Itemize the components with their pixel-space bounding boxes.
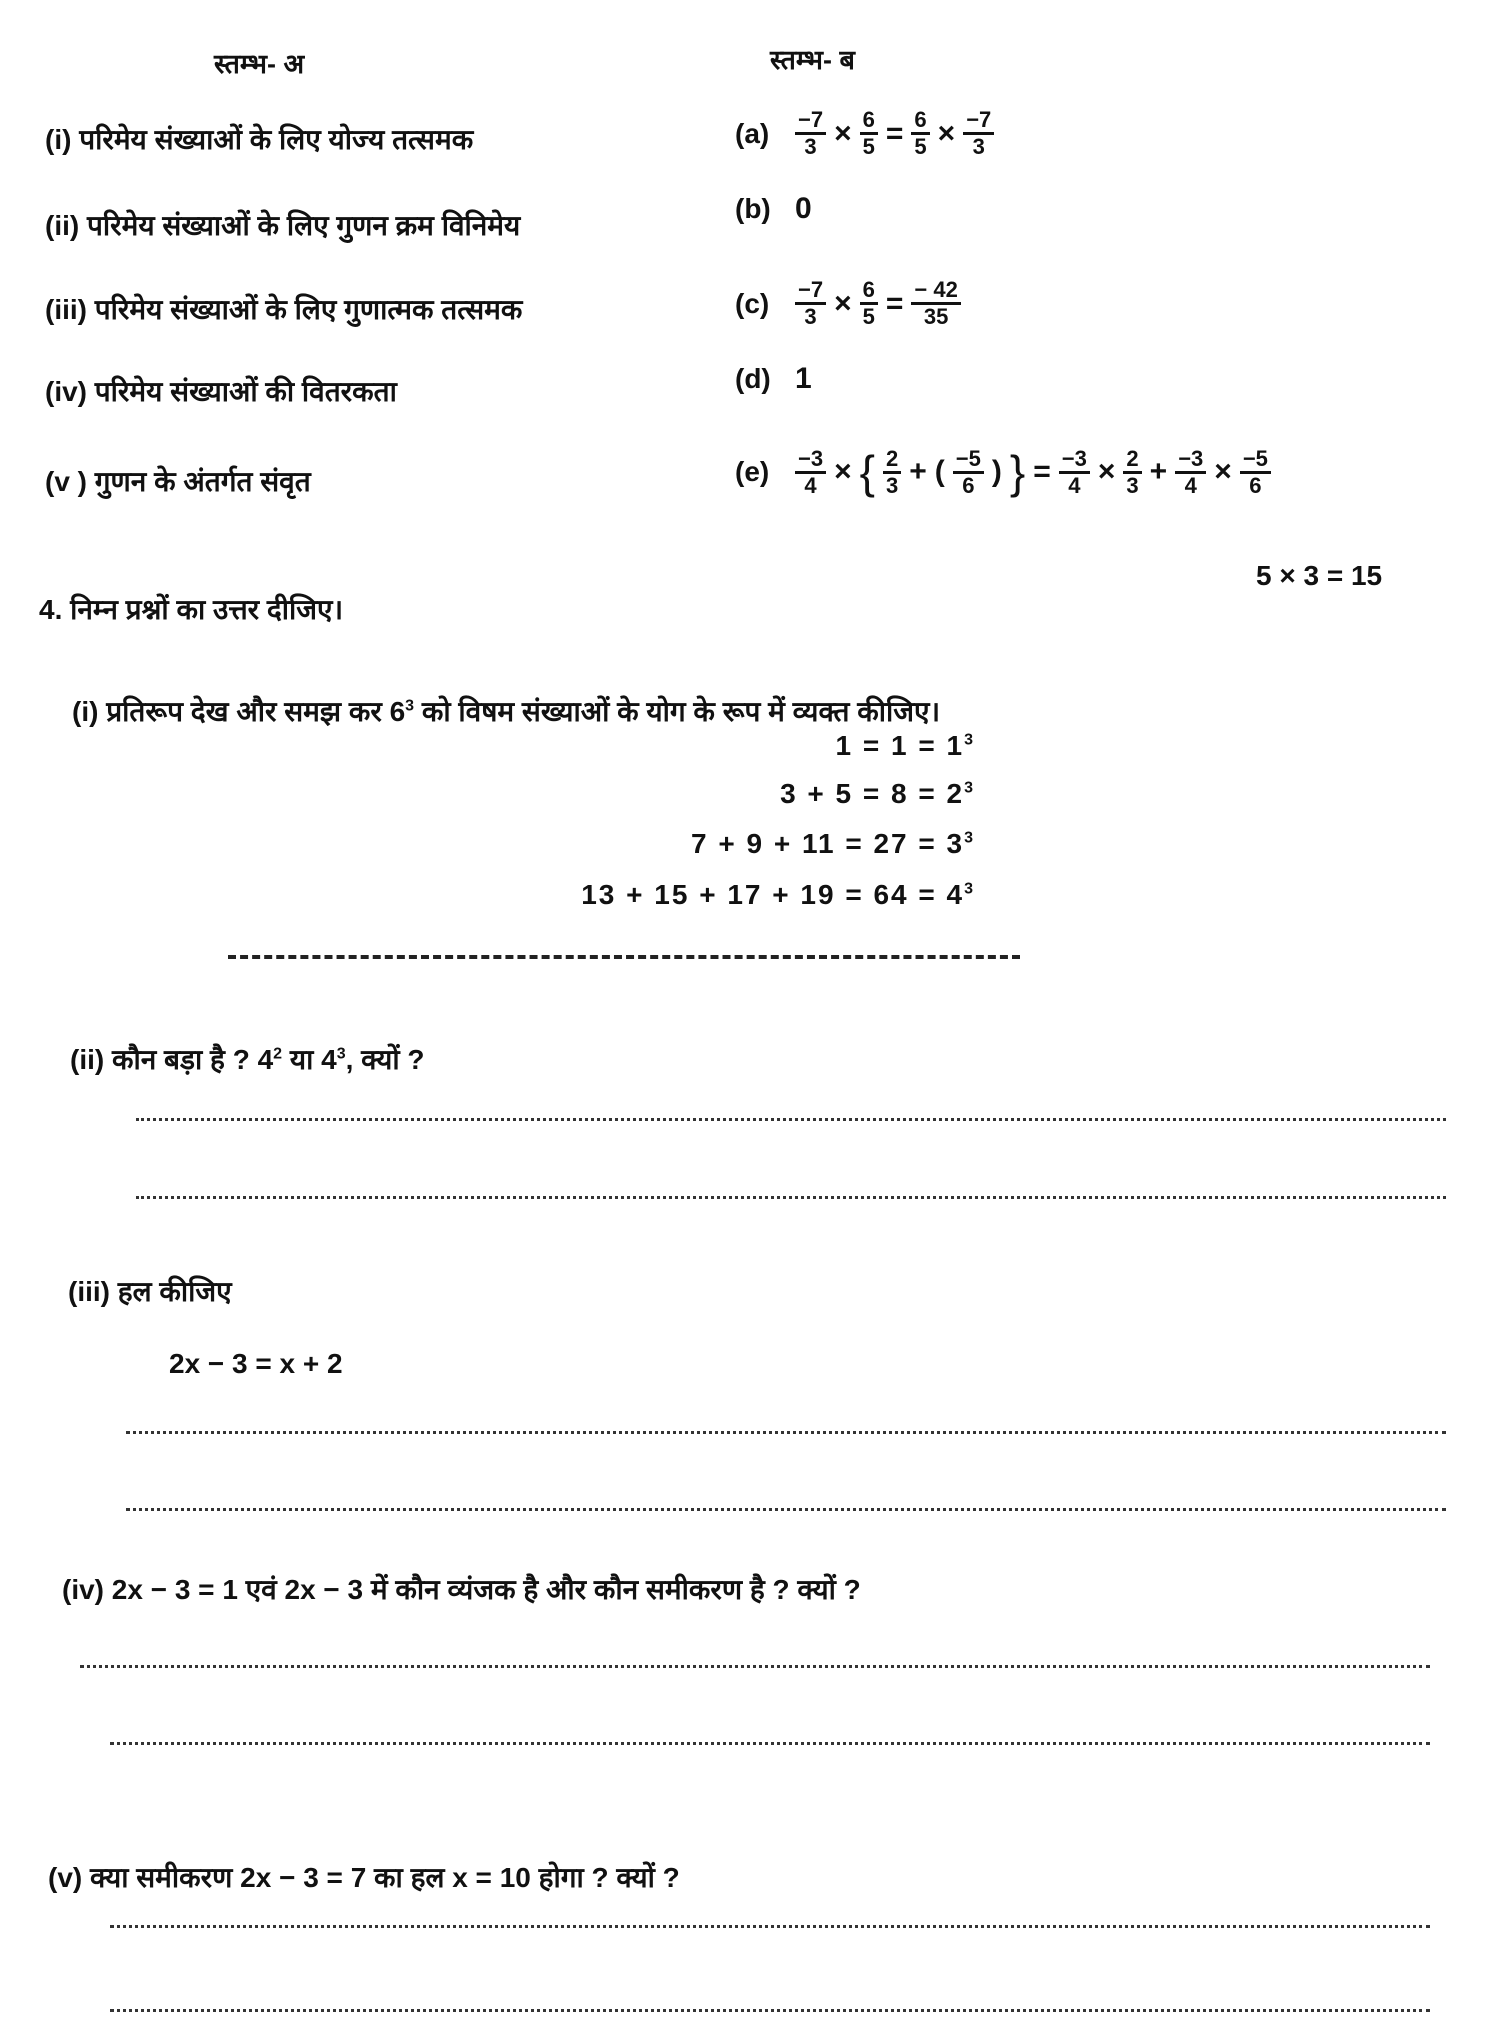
fraction [911,278,960,329]
operator: × [1214,455,1232,488]
denominator: 4 [1068,472,1081,498]
pattern-line [691,828,975,860]
question-4-i [72,692,940,730]
text: 3 [964,880,975,898]
operator: + [909,455,927,488]
question-4-iv: (iv) 2x − 3 = 1 एवं 2x − 3 में कौन व्यंजक है और कौन समीकरण है ? क्यों ? [62,1574,861,1605]
operator: × [937,116,956,150]
operator: { [859,446,875,498]
operator: × [834,455,852,488]
column-b-item [735,445,1271,499]
item-label: (c) [735,287,770,319]
answer-line[interactable] [110,2009,1430,2012]
numerator: 6 [911,108,929,135]
item-label: (a) [735,117,770,149]
numerator: −3 [1059,447,1090,474]
text: (ii) कौन बड़ा है ? 4 [70,1044,274,1075]
operator: ) [991,455,1002,488]
pattern-line [836,730,975,762]
q4-i-sup: 3 [405,697,415,715]
denominator: 35 [923,304,949,329]
column-b-item [735,362,812,396]
denominator: 6 [1249,472,1262,498]
value: 0 [795,192,812,225]
item-label: (d) [735,363,771,394]
operator: + [1149,455,1168,488]
equation: 2x − 3 = x + 2 [169,1348,343,1379]
text: 13 + 15 + 17 + 19 = 64 = 4 [581,879,965,910]
denominator: 3 [972,134,985,159]
fraction [795,278,826,329]
operator: ( [934,455,945,488]
fraction [1059,447,1090,498]
denominator: 5 [862,304,875,329]
fraction [883,447,901,498]
marks-label: 5 × 3 = 15 [1256,560,1383,591]
value: 1 [795,362,812,395]
numerator: −3 [795,447,826,474]
denominator: 6 [962,472,975,498]
fraction [911,108,929,159]
text: 1 = 1 = 1 [835,730,965,761]
operator: = [885,116,904,150]
numerator: 2 [883,447,901,474]
text: 3 [964,731,975,749]
operator: = [1033,455,1051,488]
column-b-heading: स्तम्भ- ब [770,45,855,75]
column-a-item: (iv) परिमेय संख्याओं की वितरकता [45,376,397,407]
fraction [953,447,984,498]
answer-line[interactable] [136,1118,1446,1121]
operator: } [1009,446,1026,498]
text: 3 [964,829,975,847]
answer-line[interactable] [126,1431,1446,1434]
operator: × [834,286,852,320]
denominator: 4 [1184,472,1197,498]
text: 3 [336,1045,346,1063]
operator: × [834,116,852,150]
column-a-heading: स्तम्भ- अ [214,49,305,79]
numerator: 6 [860,108,878,135]
fraction [860,108,878,159]
answer-line[interactable] [136,1196,1446,1199]
pattern-line [581,879,975,911]
fraction [1175,447,1206,498]
fraction [1240,447,1271,498]
item-label: (b) [735,193,771,224]
text: या 4 [282,1044,337,1075]
question-4-v: (v) क्या समीकरण 2x − 3 = 7 का हल x = 10 होगा ? क्यों ? [48,1862,680,1893]
text: 3 [964,779,975,797]
denominator: 5 [914,134,927,159]
numerator: 6 [860,278,878,305]
answer-line[interactable] [228,955,1020,959]
answer-line[interactable] [126,1508,1446,1511]
numerator: 2 [1123,447,1141,474]
text: 2 [273,1045,283,1063]
denominator: 3 [804,134,817,159]
numerator: −7 [795,108,826,135]
q4-i-text: (i) प्रतिरूप देख और समझ कर 6 [72,696,406,727]
item-label: (e) [735,456,770,487]
column-a-item: (ii) परिमेय संख्याओं के लिए गुणन क्रम विनिमेय [45,210,521,241]
numerator: −5 [1240,447,1271,474]
answer-line[interactable] [110,1742,1430,1745]
fraction [860,278,878,329]
operator: × [1097,455,1116,488]
column-b-item [735,108,994,159]
column-a-item: (iii) परिमेय संख्याओं के लिए गुणात्मक तत्समक [45,294,523,325]
pattern-line [780,778,975,810]
column-a-item: (v ) गुणन के अंतर्गत संवृत [45,466,311,497]
denominator: 4 [804,472,817,498]
denominator: 3 [886,472,899,498]
question-4-title: 4. निम्न प्रश्नों का उत्तर दीजिए। [39,594,344,625]
denominator: 5 [862,134,875,159]
numerator: −7 [963,108,994,135]
numerator: − 42 [911,278,960,305]
question-4-iii: (iii) हल कीजिए [68,1276,232,1307]
column-a-item: (i) परिमेय संख्याओं के लिए योज्य तत्समक [45,124,474,155]
q4-i-text-after: को विषम संख्याओं के योग के रूप में व्यक्त कीजिए। [414,696,941,727]
denominator: 3 [1126,472,1139,498]
question-4-ii [70,1040,425,1078]
fraction [1123,447,1141,498]
numerator: −7 [795,278,826,305]
column-b-item [735,192,812,226]
column-b-item [735,278,961,329]
fraction [963,108,994,159]
answer-line[interactable] [110,1925,1430,1928]
numerator: −3 [1175,447,1206,474]
numerator: −5 [953,447,984,474]
text: 7 + 9 + 11 = 27 = 3 [690,828,965,859]
fraction [795,108,826,159]
text: 3 + 5 = 8 = 2 [780,778,965,809]
fraction [795,447,826,498]
text: , क्यों ? [345,1044,425,1075]
denominator: 3 [804,304,817,329]
operator: = [885,286,904,320]
answer-line[interactable] [80,1665,1430,1668]
